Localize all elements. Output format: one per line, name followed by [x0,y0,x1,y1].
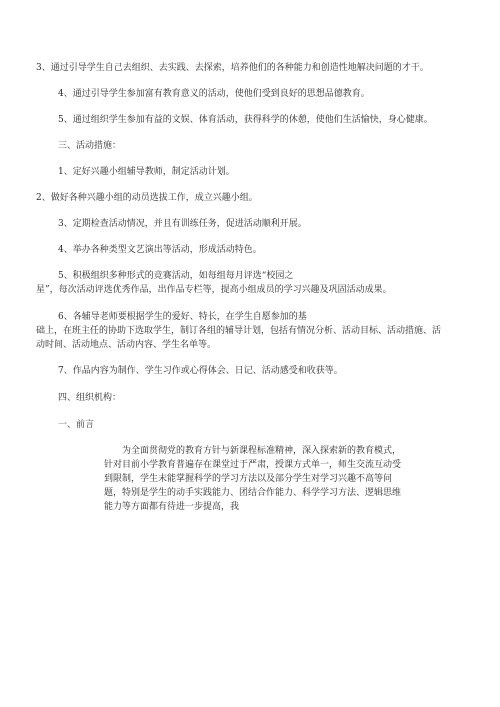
paragraph-goal-5: 5、通过组织学生参加有益的文娱、体育活动，获得科学的休憩，使他们生活愉快，身心健康。 [58,115,433,125]
paragraph-goal-4: 4、通过引导学生参加富有教育意义的活动，使他们受到良好的思想品德教育。 [58,89,370,99]
paragraph-measure-6-line-3: 动时间、活动地点、活动内容、学生名单等。 [36,340,217,350]
paragraph-measure-1: 1、定好兴趣小组辅导教师，制定活动计划。 [58,167,235,177]
section-heading-organization: 四、组织机构： [58,393,122,403]
paragraph-measure-2: 2、做好各种兴趣小组的动员选拔工作，成立兴趣小组。 [36,193,258,203]
paragraph-measure-3: 3、定期检查活动情况，并且有训练任务，促进活动顺利开展。 [58,219,307,229]
paragraph-measure-5-line-1: 5、积极组织多种形式的竞赛活动，如每组每月评选“校园之 [58,271,294,281]
section-heading-preface: 一、前言 [58,420,95,430]
paragraph-measure-7: 7、作品内容为制作、学生习作或心得体会、日记、活动感受和收获等。 [58,366,343,376]
paragraph-measure-4: 4、举办各种类型文艺演出等活动，形成活动特色。 [58,245,262,255]
paragraph-measure-6-line-2: 础上，在班主任的协助下选取学生，制订各组的辅导计划，包括有情况分析、活动目标、活动措施、活 [36,326,442,336]
section-heading-measures: 三、活动措施： [58,141,122,151]
paragraph-measure-6-line-1: 6、各辅导老师要根据学生的爱好、特长，在学生自愿参加的基 [58,312,307,322]
paragraph-measure-5-line-2: 星”，每次活动评选优秀作品，出作品专栏等，提高小组成员的学习兴趣及巩固活动成果。 [36,285,392,295]
paragraph-goal-3: 3、通过引导学生自己去组织、去实践、去探索，培养他们的各种能力和创造性地解决问题的才干。 [36,63,429,73]
preface-paragraph: 为全面贯彻党的教育方针与新课程标准精神，深入探索新的教育模式，针对目前小学教育普遍存在课堂过于严肃，授课方式单一，师生交流互动受到限制，学生未能掌握科学的学习方法以及部分学生对学习兴趣不高等问题，特别是学生的动手实践能力、团结合作能力、科学学习方法、逻辑思维能力等方面都有待进一步提高，我 [104,446,402,512]
